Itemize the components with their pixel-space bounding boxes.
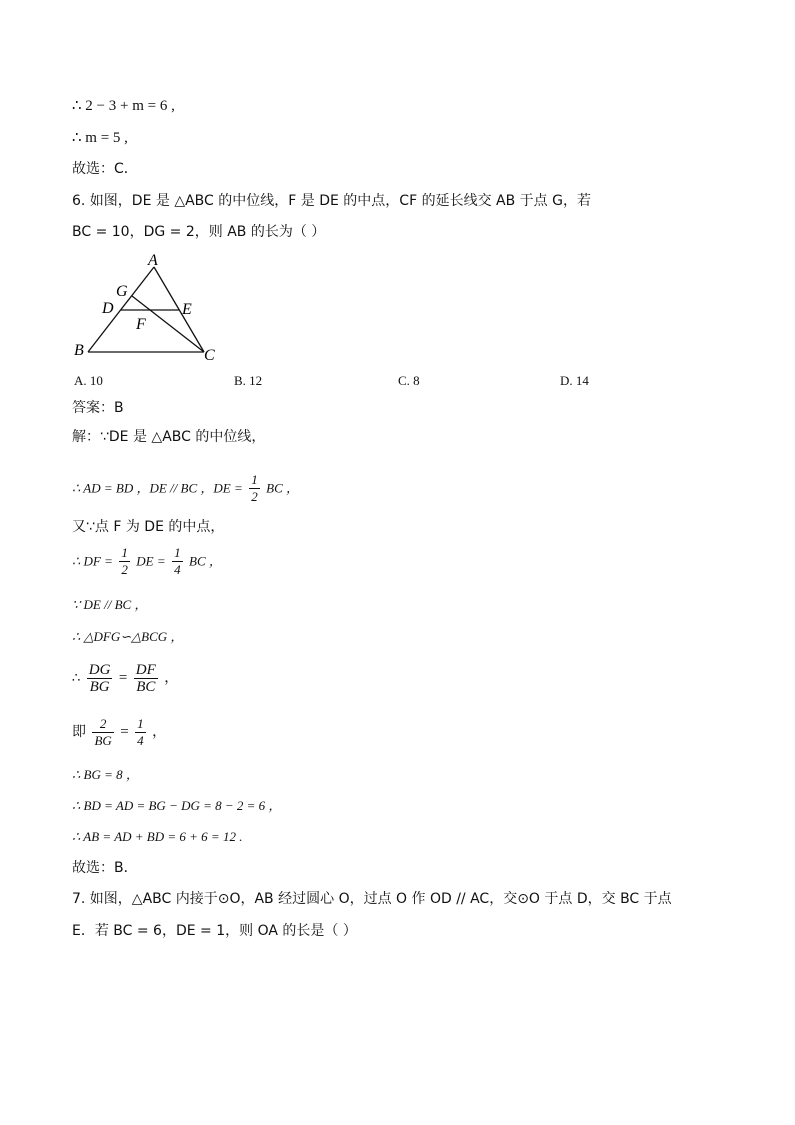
label-b: B	[74, 342, 84, 359]
prev-line-1: ∴ 2 − 3 + m = 6 ,	[72, 98, 175, 114]
q6-solution-11: ∴ AB = AD + BD = 6 + 6 = 12 .	[72, 829, 243, 844]
label-d: D	[102, 300, 114, 317]
q6-stem-line-1: 6. 如图，DE 是 △ABC 的中位线，F 是 DE 的中点，CF 的延长线交 AB 于点 G，若	[72, 193, 591, 209]
q7-stem-line-2: E．若 BC = 6，DE = 1，则 OA 的长是（ ）	[72, 923, 357, 939]
q6-solution-6: ∴ △DFG∽△BCG ，	[72, 629, 184, 644]
label-e: E	[182, 301, 192, 318]
q6-solution-5: ∵ DE // BC ，	[72, 597, 148, 612]
q6-option-d[interactable]: D. 14	[560, 373, 589, 388]
q6-solution-9: ∴ BG = 8 ，	[72, 767, 139, 782]
q6-triangle-figure	[70, 250, 230, 368]
q6-stem-line-2: BC = 10，DG = 2，则 AB 的长为（ ）	[72, 224, 326, 240]
q6-answer: 答案：B	[72, 400, 124, 416]
fraction-half: $\frac{1}{2}$	[251, 472, 258, 504]
label-c: C	[204, 347, 215, 364]
prev-line-2: ∴ m = 5 ,	[72, 130, 128, 146]
q6-solution-10: ∴ BD = AD = BG − DG = 8 − 2 = 6 ，	[72, 798, 282, 813]
fraction-dg-bg: $\frac{DG}{BG}$	[88, 661, 111, 695]
label-a: A	[148, 252, 158, 269]
prev-choice: 故选：C．	[72, 161, 138, 177]
fraction-quarter: $\frac{1}{4}$	[137, 715, 144, 748]
fraction-half: $\frac{1}{2}$	[121, 545, 128, 577]
q6-solution-2: ∴ AD = BD ，DE // BC ，DE = $\frac{1}{2}$ BC ，	[72, 472, 300, 504]
q6-choice: 故选：B．	[72, 860, 138, 876]
q6-solution-4: ∴ DF = $\frac{1}{2}$ DE = $\frac{1}{4}$ BC ，	[72, 545, 222, 577]
fraction-df-bc: $\frac{DF}{BC}$	[135, 661, 156, 695]
q6-solution-1: 解：∵DE 是 △ABC 的中位线，	[72, 429, 266, 445]
q6-solution-8: 即 $\frac{2}{BG}$ = $\frac{1}{4}$ ，	[72, 715, 167, 748]
q7-stem-line-1: 7. 如图，△ABC 内接于⊙O，AB 经过圆心 O，过点 O 作 OD // AC，交⊙O 于点 D，交 BC 于点	[72, 891, 672, 907]
label-g: G	[116, 283, 128, 300]
q6-option-c[interactable]: C. 8	[398, 373, 420, 388]
fraction-quarter: $\frac{1}{4}$	[174, 545, 181, 577]
fraction-2-bg: $\frac{2}{BG}$	[94, 715, 112, 748]
q6-option-a[interactable]: A. 10	[74, 373, 103, 388]
q6-solution-7: ∴ $\frac{DG}{BG}$ = $\frac{DF}{BC}$ ，	[72, 661, 179, 695]
q6-option-b[interactable]: B. 12	[234, 373, 263, 388]
label-f: F	[136, 316, 146, 333]
q6-solution-3: 又∵点 F 为 DE 的中点，	[72, 519, 225, 535]
